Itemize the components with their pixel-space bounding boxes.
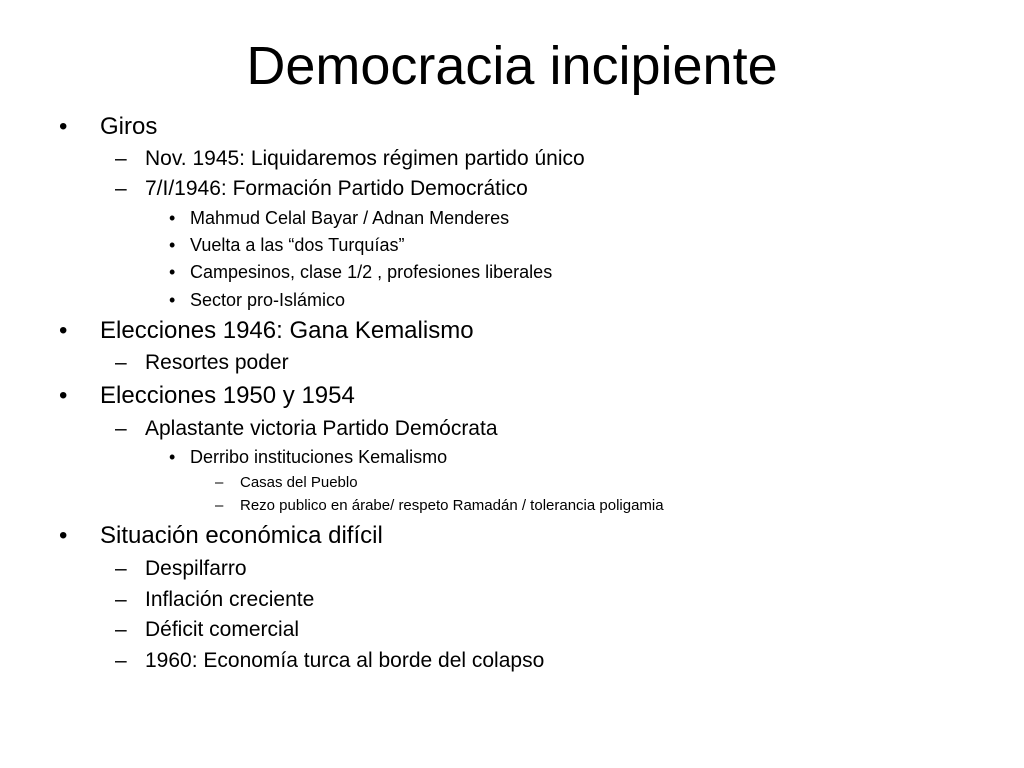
list-item-text: Inflación creciente	[145, 588, 315, 611]
dash-marker: –	[115, 351, 127, 374]
list-item-text: Aplastante victoria Partido Demócrata	[145, 417, 498, 440]
list-item-text: Giros	[100, 113, 158, 140]
list-item-nov-1945	[115, 146, 585, 172]
list-item-text: Nov. 1945: Liquidaremos régimen partido único	[145, 147, 585, 170]
list-item-rezo-publico	[215, 497, 664, 515]
dash-marker: –	[115, 177, 127, 200]
list-item-text: Resortes poder	[145, 351, 289, 374]
list-item-despilfarro	[115, 556, 247, 582]
list-item-inflacion	[115, 587, 315, 613]
list-item-text: Mahmud Celal Bayar / Adnan Menderes	[190, 208, 510, 228]
bullet-marker: •	[59, 113, 68, 140]
list-item-situacion-economica	[59, 522, 383, 550]
dash-marker: –	[115, 417, 127, 440]
list-item-economia-colapso	[115, 648, 545, 674]
list-item-elecciones-1950-1954	[59, 382, 355, 410]
list-item-text: Vuelta a las “dos Turquías”	[190, 235, 405, 255]
list-item-aplastante-victoria	[115, 416, 498, 442]
bullet-marker: •	[169, 208, 176, 228]
dash-marker: –	[115, 649, 127, 672]
dash-marker: –	[215, 474, 224, 491]
bullet-marker: •	[169, 235, 176, 255]
bullet-marker: •	[59, 317, 68, 344]
dash-marker: –	[115, 147, 127, 170]
list-item-text: 1960: Economía turca al borde del colapso	[145, 649, 545, 672]
list-item-sector-pro-islamico	[169, 289, 346, 311]
slide-title: Democracia incipiente	[246, 36, 778, 96]
list-item-deficit-comercial	[115, 617, 300, 643]
list-item-giros	[59, 113, 158, 141]
bullet-marker: •	[169, 290, 176, 310]
list-item-text: Sector pro-Islámico	[190, 290, 346, 310]
list-item-text: Elecciones 1950 y 1954	[100, 382, 355, 409]
list-item-text: Despilfarro	[145, 557, 247, 580]
list-item-dos-turquias	[169, 234, 405, 256]
list-item-derribo-instituciones	[169, 446, 448, 468]
list-item-text: Déficit comercial	[145, 618, 300, 641]
bullet-marker: •	[59, 382, 68, 409]
bullet-marker: •	[59, 522, 68, 549]
list-item-text: Situación económica difícil	[100, 522, 383, 549]
list-item-casas-del-pueblo	[215, 474, 358, 492]
list-item-resortes-poder	[115, 350, 289, 376]
list-item-formacion-partido	[115, 176, 528, 202]
dash-marker: –	[215, 497, 224, 514]
list-item-text: Derribo instituciones Kemalismo	[190, 447, 448, 467]
list-item-text: 7/I/1946: Formación Partido Democrático	[145, 177, 528, 200]
bullet-marker: •	[169, 262, 176, 282]
list-item-text: Elecciones 1946: Gana Kemalismo	[100, 317, 474, 344]
list-item-text: Casas del Pueblo	[240, 474, 358, 491]
list-item-bayar-menderes	[169, 207, 510, 229]
list-item-elecciones-1946	[59, 317, 474, 345]
bullet-marker: •	[169, 447, 176, 467]
list-item-text: Rezo publico en árabe/ respeto Ramadán / tolerancia poligamia	[240, 497, 664, 514]
dash-marker: –	[115, 557, 127, 580]
dash-marker: –	[115, 588, 127, 611]
list-item-campesinos	[169, 261, 553, 283]
dash-marker: –	[115, 618, 127, 641]
list-item-text: Campesinos, clase 1/2 , profesiones liberales	[190, 262, 553, 282]
